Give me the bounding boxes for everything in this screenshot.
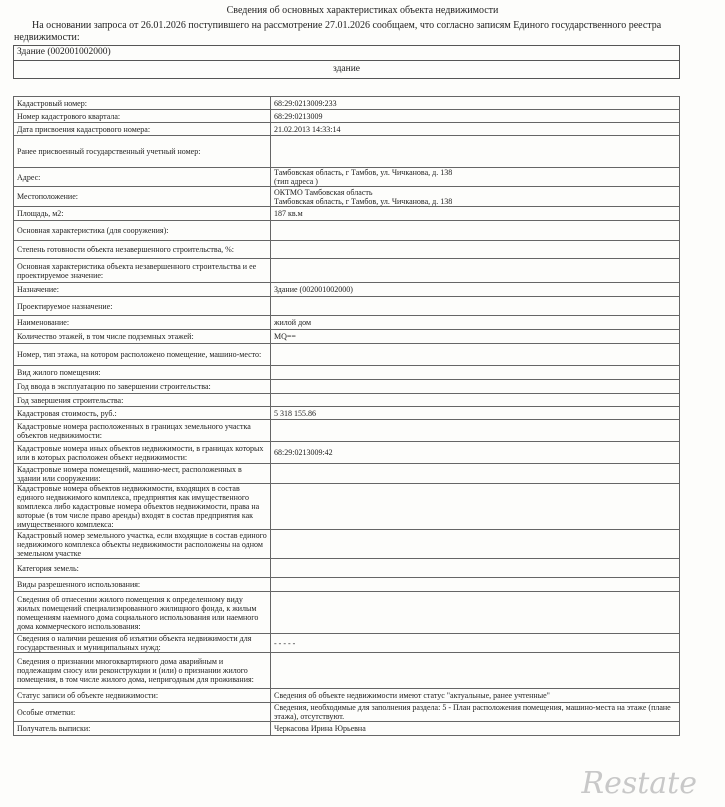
- table-row: [14, 168, 680, 187]
- row-label: Площадь, м2:: [14, 207, 271, 221]
- table-row: [14, 484, 680, 530]
- table-row: [14, 592, 680, 634]
- row-label: Кадастровый номер земельного участка, если входящие в состав единого недвижимого комплекса объекты недвижимости расположены на одном земельном участке: [14, 530, 271, 559]
- row-value: [271, 241, 680, 259]
- row-value: [271, 559, 680, 578]
- object-type: здание: [13, 61, 680, 79]
- row-label: Кадастровые номера помещений, машино-мест, расположенных в здании или сооружении:: [14, 464, 271, 484]
- row-value: 68:29:0213009:233: [271, 97, 680, 110]
- row-label: Вид жилого помещения:: [14, 366, 271, 380]
- row-label: Назначение:: [14, 283, 271, 297]
- row-label: Сведения о наличии решения об изъятии объекта недвижимости для государственных и муниципальных нужд:: [14, 634, 271, 653]
- table-row: [14, 407, 680, 420]
- table-row: [14, 344, 680, 366]
- object-header: Здание (002001002000): [13, 45, 680, 61]
- table-row: [14, 259, 680, 283]
- table-row: [14, 316, 680, 330]
- table-row: [14, 703, 680, 722]
- table-row: [14, 634, 680, 653]
- row-value: 68:29:0213009: [271, 110, 680, 123]
- table-row: [14, 221, 680, 241]
- row-value: ОКТМО Тамбовская область Тамбовская область, г Тамбов, ул. Чичканова, д. 138: [271, 187, 680, 207]
- table-row: [14, 420, 680, 442]
- row-label: Количество этажей, в том числе подземных этажей:: [14, 330, 271, 344]
- row-label: Ранее присвоенный государственный учетный номер:: [14, 136, 271, 168]
- row-value: [271, 394, 680, 407]
- table-row: [14, 442, 680, 464]
- row-value: 68:29:0213009:42: [271, 442, 680, 464]
- row-value: Сведения об объекте недвижимости имеют статус "актуальные, ранее учтенные": [271, 689, 680, 703]
- watermark-logo: Restate: [581, 766, 697, 801]
- row-label: Кадастровые номера расположенных в границах земельного участка объектов недвижимости:: [14, 420, 271, 442]
- row-value: [271, 297, 680, 316]
- table-row: [14, 380, 680, 394]
- row-label: Номер, тип этажа, на котором расположено помещение, машино-место:: [14, 344, 271, 366]
- table-row: [14, 136, 680, 168]
- table-row: [14, 366, 680, 380]
- row-value: 187 кв.м: [271, 207, 680, 221]
- characteristics-table: [13, 96, 680, 736]
- row-value: Сведения, необходимые для заполнения раздела: 5 - План расположения помещения, машино-места на этаже (плане этажа), отсутствуют.: [271, 703, 680, 722]
- row-label: Кадастровые номера объектов недвижимости, входящих в состав единого недвижимого комплекса, предприятия как имущественного комплекса либо кадастровые номера объектов недвижимости, права на которые (в том числе право аренды) входят в состав предприятия как имущественного комплекса:: [14, 484, 271, 530]
- table-row: [14, 283, 680, 297]
- row-value: [271, 530, 680, 559]
- row-value: [271, 420, 680, 442]
- row-value: [271, 344, 680, 366]
- row-label: Проектируемое назначение:: [14, 297, 271, 316]
- row-label: Адрес:: [14, 168, 271, 187]
- row-label: Особые отметки:: [14, 703, 271, 722]
- table-row: [14, 722, 680, 736]
- row-value: [271, 484, 680, 530]
- row-value: 21.02.2013 14:33:14: [271, 123, 680, 136]
- row-value: [271, 592, 680, 634]
- row-value: MQ==: [271, 330, 680, 344]
- row-label: Статус записи об объекте недвижимости:: [14, 689, 271, 703]
- table-row: [14, 464, 680, 484]
- table-row: [14, 297, 680, 316]
- row-label: Кадастровая стоимость, руб.:: [14, 407, 271, 420]
- row-value: Черкасова Ирина Юрьевна: [271, 722, 680, 736]
- row-label: Основная характеристика (для сооружения):: [14, 221, 271, 241]
- table-row: [14, 394, 680, 407]
- row-value: [271, 259, 680, 283]
- table-row: [14, 559, 680, 578]
- row-value: [271, 380, 680, 394]
- row-value: [271, 578, 680, 592]
- row-label: Год ввода в эксплуатацию по завершении строительства:: [14, 380, 271, 394]
- intro-paragraph: На основании запроса от 26.01.2026 поступившего на рассмотрение 27.01.2026 сообщаем, что согласно записям Единого государственного реестра недвижимости:: [14, 20, 662, 43]
- table-row: [14, 207, 680, 221]
- document-title: Сведения об основных характеристиках объекта недвижимости: [226, 5, 499, 16]
- row-label: Наименование:: [14, 316, 271, 330]
- row-value: - - - - -: [271, 634, 680, 653]
- row-label: Местоположение:: [14, 187, 271, 207]
- table-row: [14, 653, 680, 689]
- row-value: [271, 464, 680, 484]
- row-value: [271, 653, 680, 689]
- row-label: Виды разрешенного использования:: [14, 578, 271, 592]
- row-value: 5 318 155.86: [271, 407, 680, 420]
- row-label: Категория земель:: [14, 559, 271, 578]
- table-row: [14, 241, 680, 259]
- row-label: Основная характеристика объекта незавершенного строительства и ее проектируемое значение:: [14, 259, 271, 283]
- table-row: [14, 110, 680, 123]
- row-value: [271, 221, 680, 241]
- row-label: Сведения о признании многоквартирного дома аварийным и подлежащим сносу или реконструкции и (или) о признании жилого помещения, в том числе жилого дома, непригодным для проживания:: [14, 653, 271, 689]
- row-value: жилой дом: [271, 316, 680, 330]
- row-value: [271, 136, 680, 168]
- row-label: Год завершения строительства:: [14, 394, 271, 407]
- row-label: Дата присвоения кадастрового номера:: [14, 123, 271, 136]
- row-value: Здание (002001002000): [271, 283, 680, 297]
- row-value: [271, 366, 680, 380]
- row-label: Сведения об отнесении жилого помещения к определенному виду жилых помещений специализированного жилищного фонда, к жилым помещениям наемного дома социального использования или наемного дома коммерческого использования:: [14, 592, 271, 634]
- table-row: [14, 97, 680, 110]
- table-row: [14, 330, 680, 344]
- row-label: Кадастровые номера иных объектов недвижимости, в границах которых или в которых расположен объект недвижимости:: [14, 442, 271, 464]
- table-row: [14, 689, 680, 703]
- row-label: Кадастровый номер:: [14, 97, 271, 110]
- row-label: Степень готовности объекта незавершенного строительства, %:: [14, 241, 271, 259]
- row-label: Номер кадастрового квартала:: [14, 110, 271, 123]
- row-label: Получатель выписки:: [14, 722, 271, 736]
- row-value: Тамбовская область, г Тамбов, ул. Чичканова, д. 138 (тип адреса ): [271, 168, 680, 187]
- table-row: [14, 530, 680, 559]
- table-row: [14, 578, 680, 592]
- table-row: [14, 187, 680, 207]
- table-row: [14, 123, 680, 136]
